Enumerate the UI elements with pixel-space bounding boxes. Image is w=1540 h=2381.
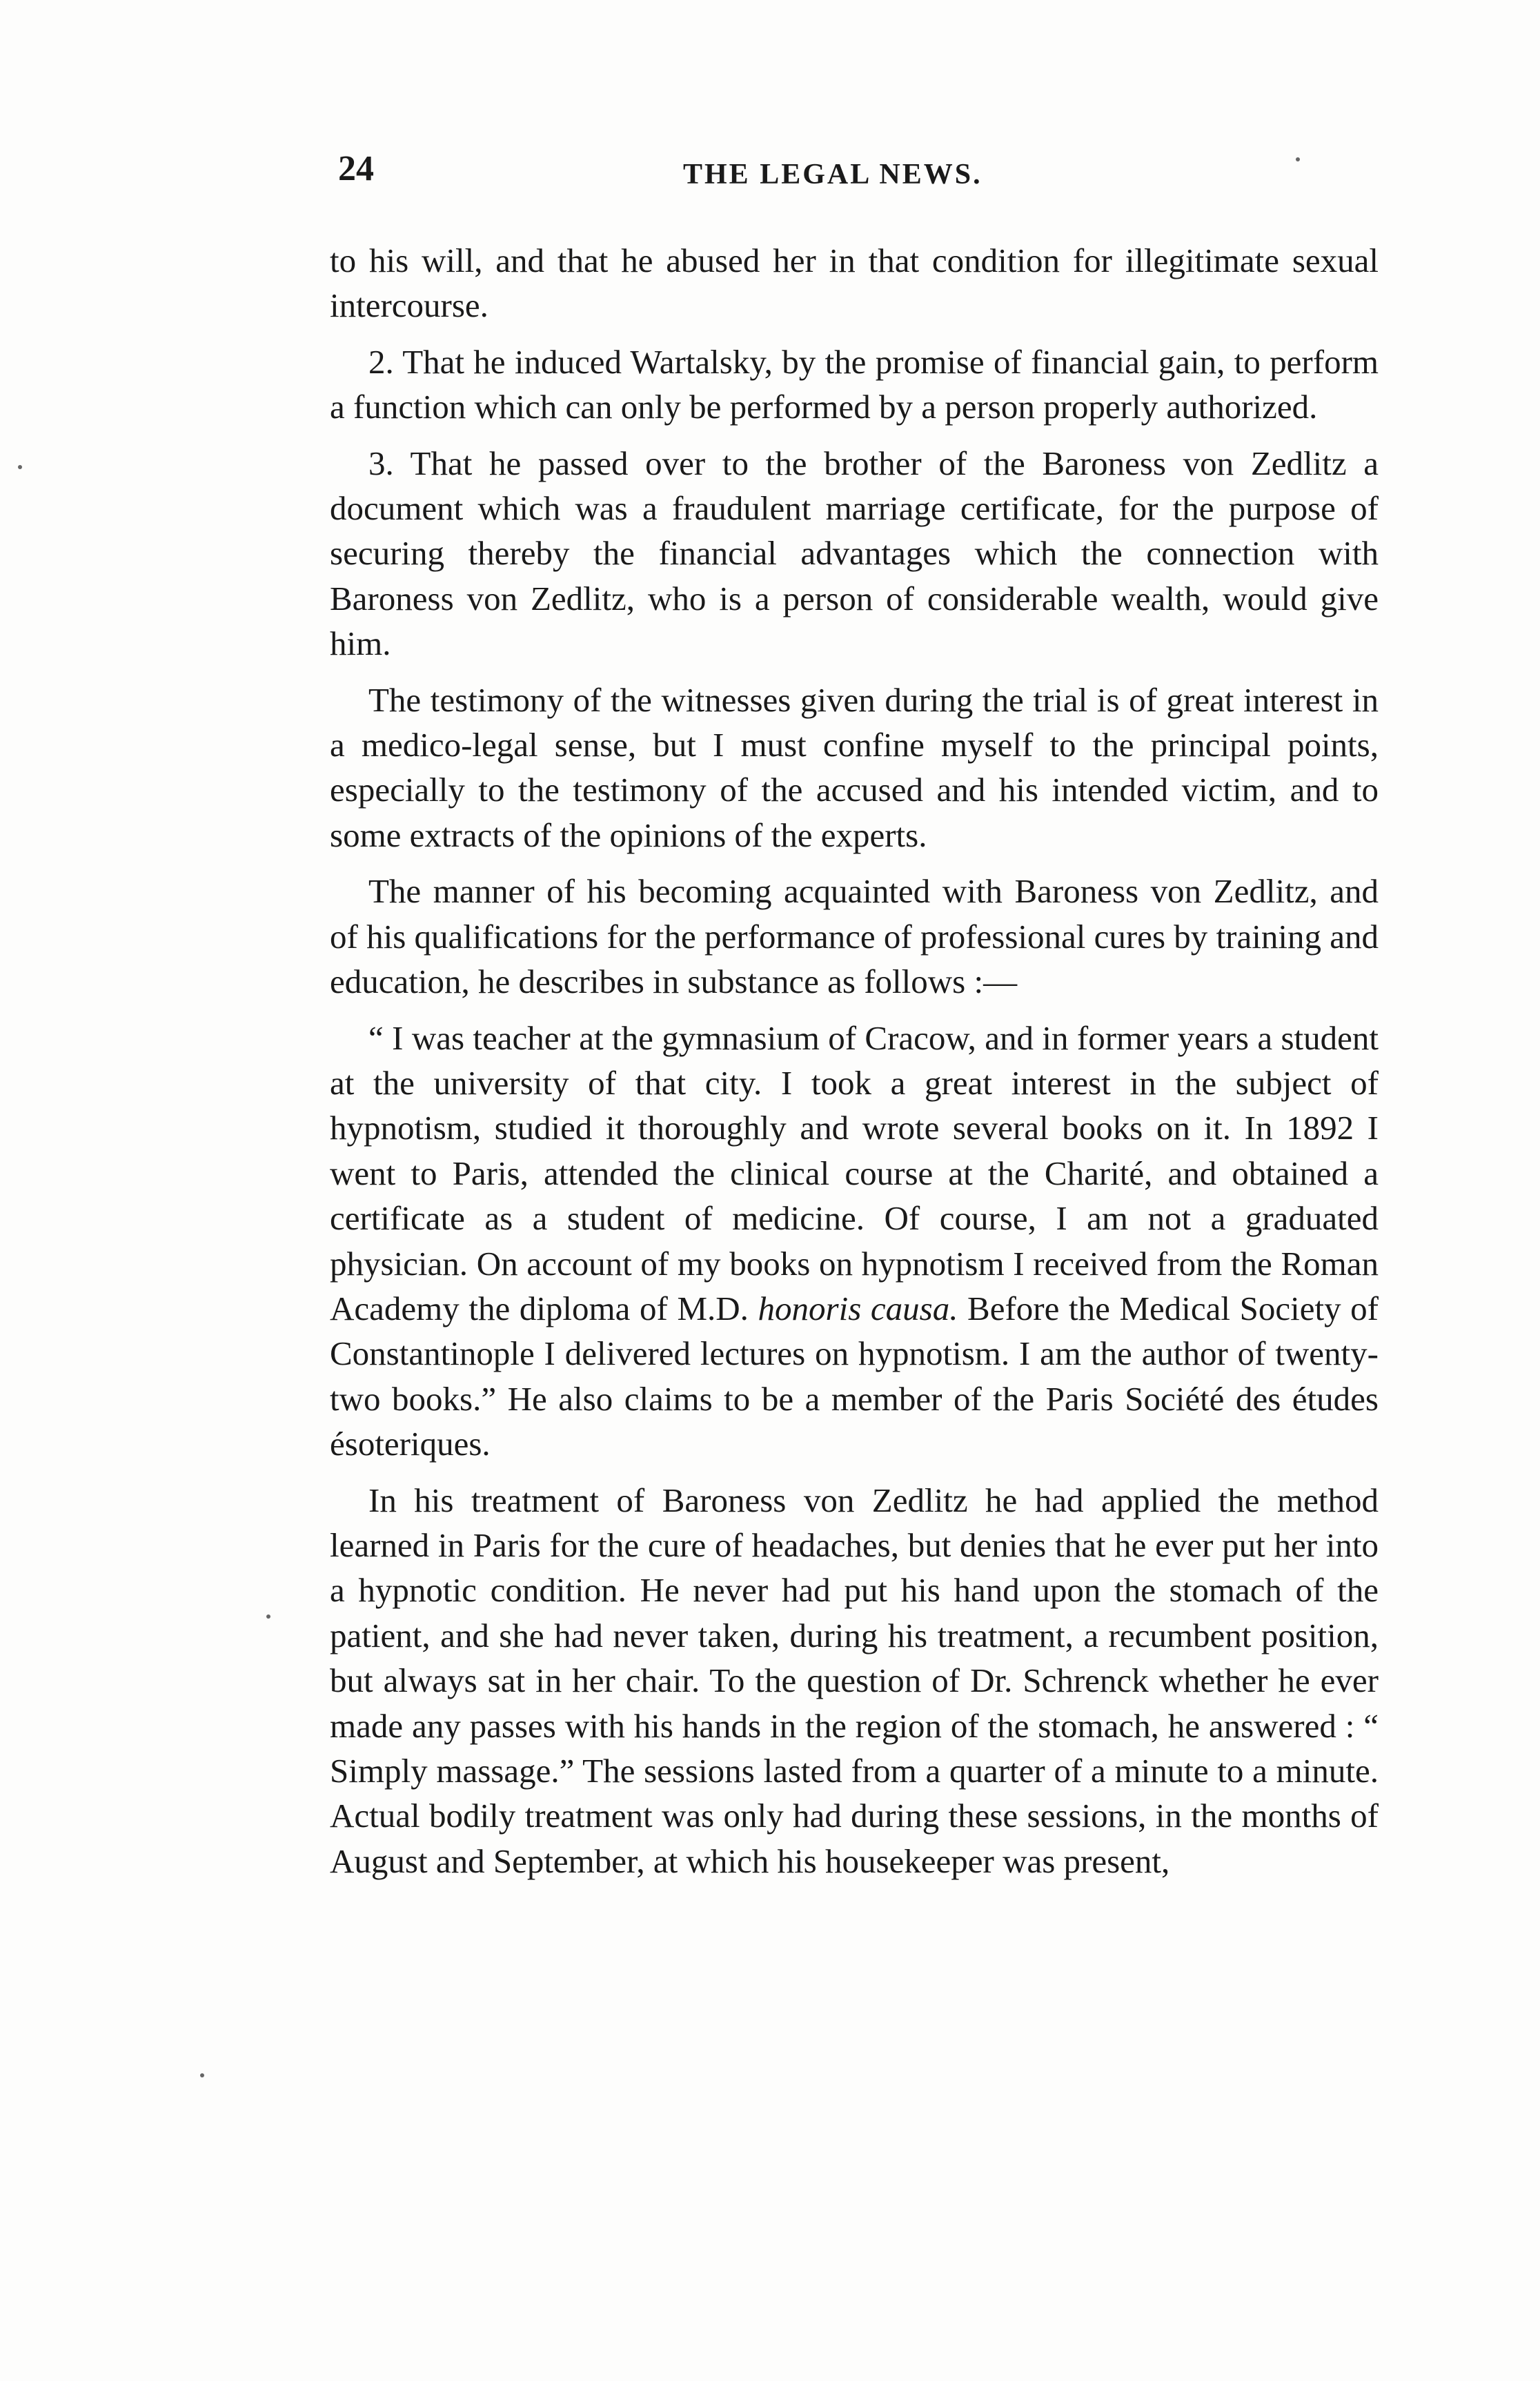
scan-speck <box>18 465 22 469</box>
quotation-italic-text: honoris causa. <box>758 1289 958 1327</box>
paragraph-acquaintance: The manner of his becoming acquainted with Baroness von Zedlitz, and of his qualifications for the performance of professional cures by training and education, he describes in substance as follows :— <box>330 872 1379 1001</box>
scan-speck <box>266 1614 270 1619</box>
scan-speck <box>1296 157 1300 161</box>
paragraph-quotation <box>330 1016 1379 1467</box>
scan-speck <box>200 2073 204 2077</box>
page-header <box>338 148 1394 204</box>
paragraph-item-2: 2. That he induced Wartalsky, by the promise of financial gain, to perform a function which can only be performed by a person properly authorized. <box>330 342 1379 426</box>
page-number: 24 <box>338 149 374 188</box>
paragraph-treatment: In his treatment of Baroness von Zedlitz he had applied the method learned in Paris for the cure of headaches, but denies that he ever put her into a hypnotic condition. He never had put his hand upon the stomach of the patient, and she had never taken, during his treatment, a recumbent position, but always sat in her chair. To the question of Dr. Schrenck whether he ever made any passes with his hands in the region of the stomach, he answered : “ Simply massage.” The sessions lasted from a quarter of a minute to a minute. Actual bodily treatment was only had during these sessions, in the months of August and September, at which his housekeeper was present, <box>330 1481 1379 1880</box>
quotation-text-before: “ I was teacher at the gymnasium of Cracow, and in former years a student at the university of that city. I took a great interest in the subject of hypnotism, studied it thoroughly and wrote several books on it. In 1892 I went to Paris, attended the clinical course at the Charité, and obtained a certificate as a student of medicine. Of course, I am not a graduated physician. On account of my books on hypnotism I received from the Roman Academy the diploma of M.D. <box>330 1018 1379 1327</box>
paragraph-item-3: 3. That he passed over to the brother of the Baroness von Zedlitz a document which was a fraudulent marriage certificate, for the purpose of securing thereby the financial advantages which the connection with Baroness von Zedlitz, who is a person of considerable wealth, would give him. <box>330 444 1379 663</box>
article-body <box>330 238 1379 1895</box>
running-head: THE LEGAL NEWS. <box>683 159 983 190</box>
quotation-text-after: Before the Medical Society of Constantinople I delivered lectures on hypnotism. I am the author of twenty-two books.” He also claims to be a member of the Paris Société des études ésoteriques. <box>330 1289 1379 1463</box>
paragraph-continuation: to his will, and that he abused her in that condition for illegitimate sexual intercourse. <box>330 241 1379 325</box>
paragraph-testimony: The testimony of the witnesses given during the trial is of great interest in a medico-legal sense, but I must confine myself to the principal points, especially to the testimony of the accused and his intended victim, and to some extracts of the opinions of the experts. <box>330 680 1379 854</box>
